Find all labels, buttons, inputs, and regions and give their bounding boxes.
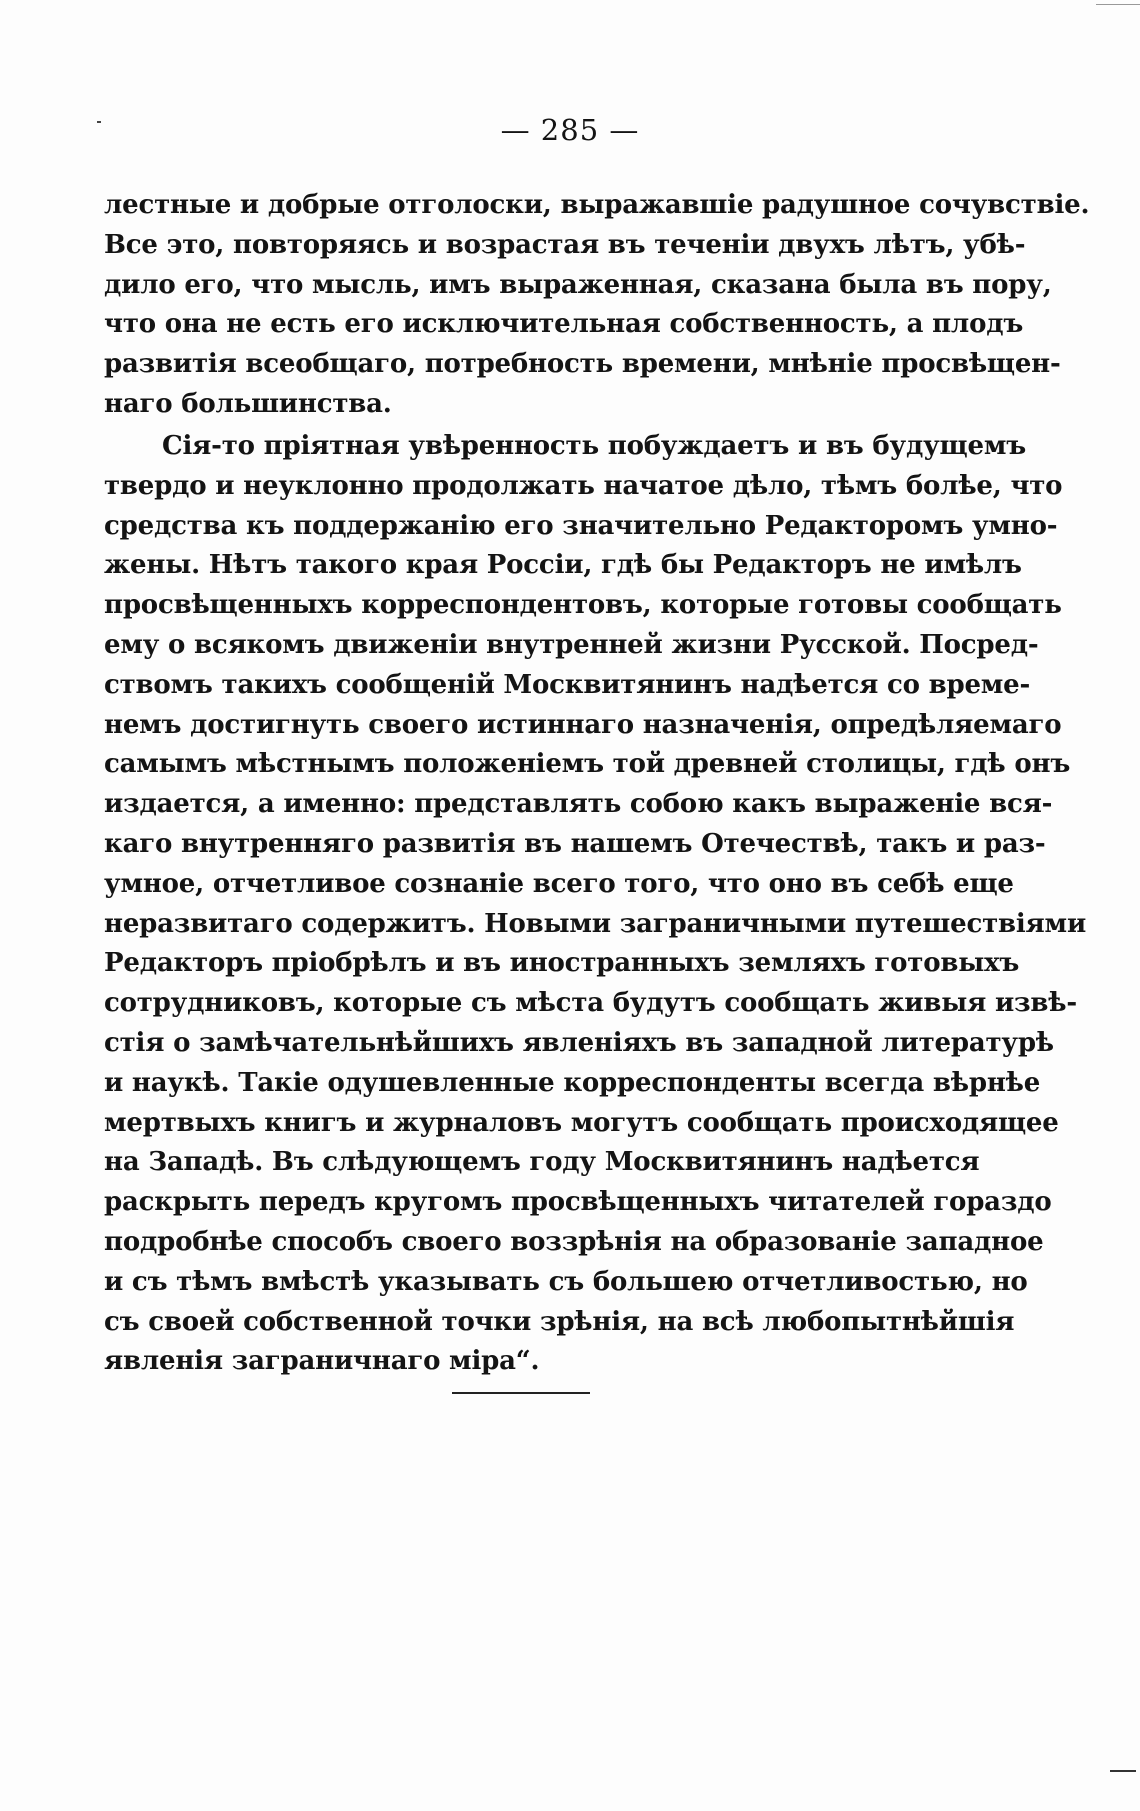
- text-line: Все это, повторяясь и возрастая въ теченіи двухъ лѣтъ, убѣ-: [104, 229, 1026, 260]
- text-line: мертвыхъ книгъ и журналовъ могутъ сообщать происходящее: [104, 1107, 1059, 1138]
- text-line: дило его, что мысль, имъ выраженная, сказана была въ пору,: [104, 269, 1052, 300]
- text-line: раскрыть передъ кругомъ просвѣщенныхъ читателей гораздо: [104, 1187, 1052, 1218]
- text-line: на Западѣ. Въ слѣдующемъ году Москвитянинъ надѣется: [104, 1147, 980, 1178]
- text-line: средства къ поддержанію его значительно Редакторомъ умно-: [104, 510, 1058, 541]
- text-line: немъ достигнуть своего истиннаго назначенія, опредѣляемаго: [104, 709, 1062, 740]
- text-line: Сія-то пріятная увѣренность побуждаетъ и въ будущемъ: [162, 431, 1026, 461]
- text-line: ему о всякомъ движеніи внутренней жизни Русской. Посред-: [104, 629, 1039, 660]
- text-line: ствомъ такихъ сообщеній Москвитянинъ надѣется со време-: [104, 669, 1031, 700]
- paragraph-1: [104, 186, 1090, 425]
- text-line: сотрудниковъ, которые съ мѣста будутъ сообщать живыя извѣ-: [104, 988, 1077, 1019]
- text-line: съ своей собственной точки зрѣнія, на всѣ любопытнѣйшія: [104, 1306, 1015, 1337]
- scan-edge-mark: [1110, 1770, 1136, 1772]
- text-line: стія о замѣчательнѣйшихъ явленіяхъ въ западной литературѣ: [104, 1027, 1054, 1058]
- text-line: умное, отчетливое сознаніе всего того, что оно въ себѣ еще: [104, 868, 1014, 899]
- text-line: лестные и добрые отголоски, выражавшіе радушное сочувствіе.: [104, 190, 1090, 220]
- text-line: развитія всеобщаго, потребность времени, мнѣніе просвѣщен-: [104, 349, 1061, 380]
- text-line: самымъ мѣстнымъ положеніемъ той древней столицы, гдѣ онъ: [104, 749, 1071, 780]
- text-line: жены. Нѣтъ такого края Россіи, гдѣ бы Редакторъ не имѣлъ: [104, 550, 1022, 581]
- page-number: — 285 —: [500, 113, 640, 147]
- scan-edge-mark: [1096, 4, 1140, 5]
- text-line: издается, а именно: представлять собою какъ выраженіе вся-: [104, 789, 1053, 820]
- text-line: подробнѣе способъ своего воззрѣнія на образованіе западное: [104, 1226, 1044, 1257]
- text-line: явленія заграничнаго міра“.: [104, 1346, 540, 1377]
- paragraph-2: [104, 427, 1087, 1382]
- text-line: неразвитаго содержитъ. Новыми заграничными путешествіями: [104, 908, 1087, 939]
- text-line: твердо и неуклонно продолжать начатое дѣло, тѣмъ болѣе, что: [104, 470, 1063, 501]
- text-line: и наукѣ. Такіе одушевленные корреспонденты всегда вѣрнѣе: [104, 1067, 1041, 1098]
- text-line: Редакторъ пріобрѣлъ и въ иностранныхъ земляхъ готовыхъ: [104, 948, 1020, 979]
- end-rule-divider: [452, 1392, 590, 1394]
- text-line: наго большинства.: [104, 388, 392, 419]
- text-line: каго внутренняго развитія въ нашемъ Отечествѣ, такъ и раз-: [104, 828, 1046, 859]
- text-line: просвѣщенныхъ корреспондентовъ, которые готовы сообщать: [104, 590, 1062, 621]
- text-line: и съ тѣмъ вмѣстѣ указывать съ большею отчетливостью, но: [104, 1266, 1028, 1297]
- text-line: что она не есть его исключительная собственность, а плодъ: [104, 309, 1024, 340]
